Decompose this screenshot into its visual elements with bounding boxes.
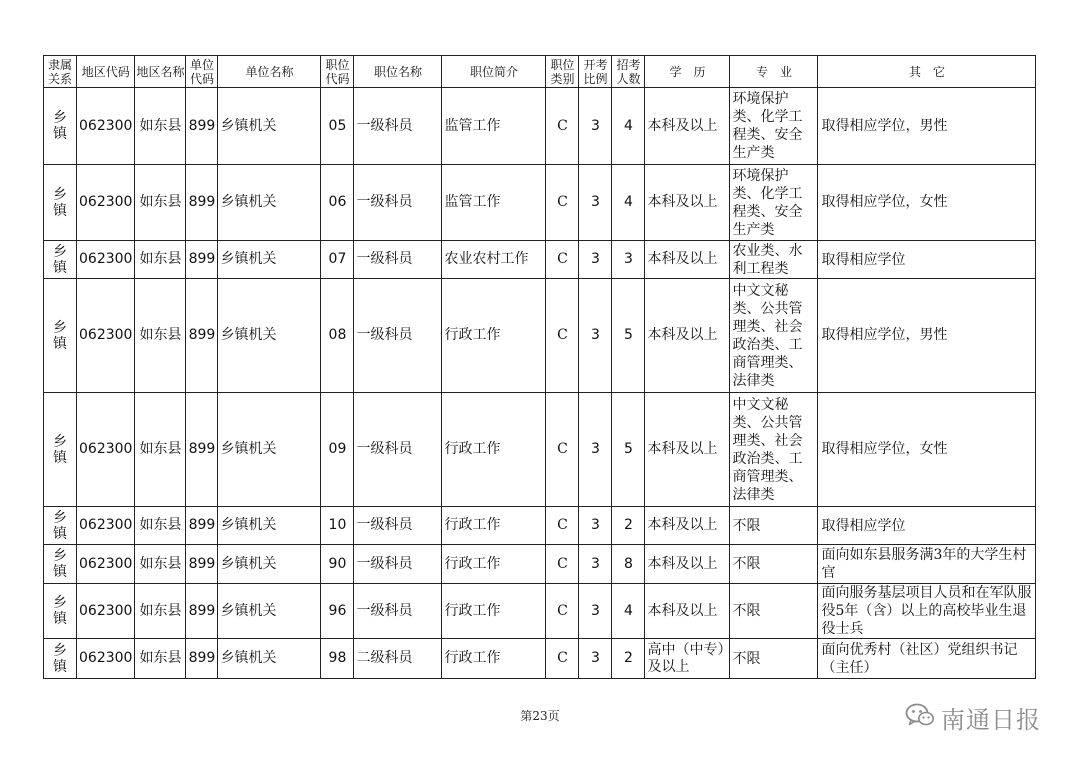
table-row — [44, 545, 1036, 584]
unit-code-cell: 899 — [186, 545, 218, 584]
affiliation-cell: 乡镇 — [44, 545, 77, 584]
other-cell: 取得相应学位 — [818, 241, 1036, 279]
position-desc-cell: 行政工作 — [442, 639, 546, 679]
col-header-recruit-count: 招考人数 — [612, 56, 645, 88]
affiliation-cell: 乡镇 — [44, 639, 77, 679]
position-name-cell: 一级科员 — [354, 88, 442, 165]
watermark-text: 南通日报 — [941, 705, 1041, 734]
position-type-cell: C — [546, 507, 579, 545]
position-type-cell: C — [546, 165, 579, 241]
exam-ratio-cell: 3 — [579, 279, 612, 393]
recruit-count-cell: 8 — [612, 545, 645, 584]
position-code-cell: 07 — [321, 241, 354, 279]
col-header-exam-ratio: 开考比例 — [579, 56, 612, 88]
region-name-cell: 如东县 — [135, 165, 186, 241]
unit-code-cell: 899 — [186, 279, 218, 393]
affiliation-cell: 乡镇 — [44, 241, 77, 279]
col-header-position-desc: 职位简介 — [442, 56, 546, 88]
position-name-cell: 一级科员 — [354, 545, 442, 584]
wechat-icon — [905, 702, 935, 732]
major-cell: 环境保护类、化学工程类、安全生产类 — [730, 88, 818, 165]
education-cell: 本科及以上 — [645, 241, 730, 279]
unit-name-cell: 乡镇机关 — [218, 507, 321, 545]
major-cell: 不限 — [730, 639, 818, 679]
position-code-cell: 90 — [321, 545, 354, 584]
position-desc-cell: 行政工作 — [442, 545, 546, 584]
position-type-cell: C — [546, 584, 579, 639]
unit-code-cell: 899 — [186, 88, 218, 165]
other-cell: 面向优秀村（社区）党组织书记（主任） — [818, 639, 1036, 679]
position-desc-cell: 行政工作 — [442, 393, 546, 507]
region-code-cell: 062300 — [77, 584, 135, 639]
position-name-cell: 一级科员 — [354, 279, 442, 393]
position-name-cell: 一级科员 — [354, 241, 442, 279]
unit-name-cell: 乡镇机关 — [218, 88, 321, 165]
position-desc-cell: 行政工作 — [442, 507, 546, 545]
exam-ratio-cell: 3 — [579, 545, 612, 584]
position-code-cell: 98 — [321, 639, 354, 679]
position-type-cell: C — [546, 88, 579, 165]
region-code-cell: 062300 — [77, 241, 135, 279]
recruit-count-cell: 2 — [612, 507, 645, 545]
unit-name-cell: 乡镇机关 — [218, 165, 321, 241]
affiliation-cell: 乡镇 — [44, 88, 77, 165]
col-header-region-code: 地区代码 — [77, 56, 135, 88]
major-cell: 不限 — [730, 584, 818, 639]
major-cell: 环境保护类、化学工程类、安全生产类 — [730, 165, 818, 241]
exam-ratio-cell: 3 — [579, 88, 612, 165]
major-cell: 农业类、水利工程类 — [730, 241, 818, 279]
education-cell: 本科及以上 — [645, 584, 730, 639]
region-name-cell: 如东县 — [135, 393, 186, 507]
region-name-cell: 如东县 — [135, 279, 186, 393]
table-row — [44, 584, 1036, 639]
position-name-cell: 一级科员 — [354, 165, 442, 241]
table-row — [44, 507, 1036, 545]
recruit-count-cell: 5 — [612, 279, 645, 393]
col-header-position-name: 职位名称 — [354, 56, 442, 88]
table-row — [44, 165, 1036, 241]
other-cell: 取得相应学位，男性 — [818, 279, 1036, 393]
table-row — [44, 393, 1036, 507]
col-header-affiliation: 隶属关系 — [44, 56, 77, 88]
recruit-count-cell: 4 — [612, 88, 645, 165]
table-row — [44, 639, 1036, 679]
region-name-cell: 如东县 — [135, 507, 186, 545]
page-number: 第23页 — [520, 709, 560, 723]
region-code-cell: 062300 — [77, 545, 135, 584]
other-cell: 面向如东县服务满3年的大学生村官 — [818, 545, 1036, 584]
region-code-cell: 062300 — [77, 393, 135, 507]
education-cell: 本科及以上 — [645, 165, 730, 241]
position-code-cell: 08 — [321, 279, 354, 393]
other-cell: 面向服务基层项目人员和在军队服役5年（含）以上的高校毕业生退役士兵 — [818, 584, 1036, 639]
unit-code-cell: 899 — [186, 165, 218, 241]
region-code-cell: 062300 — [77, 88, 135, 165]
unit-code-cell: 899 — [186, 241, 218, 279]
table-row — [44, 279, 1036, 393]
other-cell: 取得相应学位 — [818, 507, 1036, 545]
position-code-cell: 09 — [321, 393, 354, 507]
position-type-cell: C — [546, 393, 579, 507]
exam-ratio-cell: 3 — [579, 584, 612, 639]
position-code-cell: 10 — [321, 507, 354, 545]
position-name-cell: 二级科员 — [354, 639, 442, 679]
unit-code-cell: 899 — [186, 639, 218, 679]
education-cell: 高中（中专）及以上 — [645, 639, 730, 679]
major-cell: 不限 — [730, 545, 818, 584]
education-cell: 本科及以上 — [645, 279, 730, 393]
exam-ratio-cell: 3 — [579, 165, 612, 241]
recruit-count-cell: 3 — [612, 241, 645, 279]
unit-name-cell: 乡镇机关 — [218, 393, 321, 507]
education-cell: 本科及以上 — [645, 88, 730, 165]
region-name-cell: 如东县 — [135, 639, 186, 679]
major-cell: 中文文秘类、公共管理类、社会政治类、工商管理类、法律类 — [730, 393, 818, 507]
position-name-cell: 一级科员 — [354, 393, 442, 507]
position-desc-cell: 行政工作 — [442, 584, 546, 639]
recruit-count-cell: 5 — [612, 393, 645, 507]
table-row — [44, 241, 1036, 279]
other-cell: 取得相应学位，男性 — [818, 88, 1036, 165]
unit-name-cell: 乡镇机关 — [218, 241, 321, 279]
major-cell: 中文文秘类、公共管理类、社会政治类、工商管理类、法律类 — [730, 279, 818, 393]
region-code-cell: 062300 — [77, 165, 135, 241]
region-name-cell: 如东县 — [135, 88, 186, 165]
col-header-unit-code: 单位代码 — [186, 56, 218, 88]
recruit-count-cell: 4 — [612, 165, 645, 241]
job-positions-table — [43, 55, 1036, 679]
affiliation-cell: 乡镇 — [44, 393, 77, 507]
affiliation-cell: 乡镇 — [44, 165, 77, 241]
position-type-cell: C — [546, 279, 579, 393]
exam-ratio-cell: 3 — [579, 507, 612, 545]
col-header-region-name: 地区名称 — [135, 56, 186, 88]
header-row — [44, 56, 1036, 88]
col-header-position-type: 职位类别 — [546, 56, 579, 88]
region-code-cell: 062300 — [77, 279, 135, 393]
education-cell: 本科及以上 — [645, 393, 730, 507]
region-name-cell: 如东县 — [135, 584, 186, 639]
position-code-cell: 96 — [321, 584, 354, 639]
col-header-position-code: 职位代码 — [321, 56, 354, 88]
affiliation-cell: 乡镇 — [44, 584, 77, 639]
education-cell: 本科及以上 — [645, 545, 730, 584]
col-header-other: 其 它 — [818, 56, 1036, 88]
unit-code-cell: 899 — [186, 393, 218, 507]
exam-ratio-cell: 3 — [579, 393, 612, 507]
unit-name-cell: 乡镇机关 — [218, 279, 321, 393]
unit-code-cell: 899 — [186, 584, 218, 639]
affiliation-cell: 乡镇 — [44, 507, 77, 545]
region-code-cell: 062300 — [77, 639, 135, 679]
position-desc-cell: 农业农村工作 — [442, 241, 546, 279]
position-type-cell: C — [546, 241, 579, 279]
table-row — [44, 88, 1036, 165]
position-code-cell: 05 — [321, 88, 354, 165]
position-desc-cell: 监管工作 — [442, 88, 546, 165]
position-type-cell: C — [546, 639, 579, 679]
affiliation-cell: 乡镇 — [44, 279, 77, 393]
unit-name-cell: 乡镇机关 — [218, 584, 321, 639]
recruit-count-cell: 2 — [612, 639, 645, 679]
col-header-major: 专 业 — [730, 56, 818, 88]
other-cell: 取得相应学位，女性 — [818, 165, 1036, 241]
recruit-count-cell: 4 — [612, 584, 645, 639]
region-name-cell: 如东县 — [135, 545, 186, 584]
region-name-cell: 如东县 — [135, 241, 186, 279]
watermark — [905, 702, 1041, 732]
position-name-cell: 一级科员 — [354, 584, 442, 639]
unit-name-cell: 乡镇机关 — [218, 639, 321, 679]
position-code-cell: 06 — [321, 165, 354, 241]
position-type-cell: C — [546, 545, 579, 584]
exam-ratio-cell: 3 — [579, 639, 612, 679]
major-cell: 不限 — [730, 507, 818, 545]
position-desc-cell: 监管工作 — [442, 165, 546, 241]
other-cell: 取得相应学位，女性 — [818, 393, 1036, 507]
position-name-cell: 一级科员 — [354, 507, 442, 545]
position-desc-cell: 行政工作 — [442, 279, 546, 393]
col-header-unit-name: 单位名称 — [218, 56, 321, 88]
region-code-cell: 062300 — [77, 507, 135, 545]
unit-name-cell: 乡镇机关 — [218, 545, 321, 584]
education-cell: 本科及以上 — [645, 507, 730, 545]
unit-code-cell: 899 — [186, 507, 218, 545]
col-header-education: 学 历 — [645, 56, 730, 88]
exam-ratio-cell: 3 — [579, 241, 612, 279]
